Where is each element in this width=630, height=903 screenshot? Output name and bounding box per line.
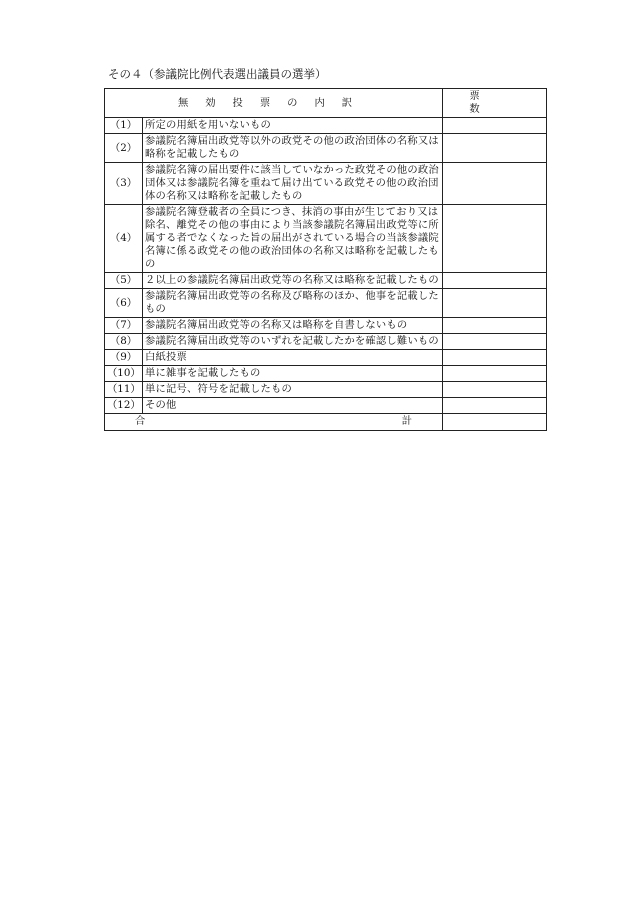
total-label — [105, 414, 443, 431]
table-row — [105, 163, 547, 205]
row-description: 参議院名簿届出政党等の名称及び略称のほか、他事を記載したもの — [143, 289, 443, 318]
row-description: 白紙投票 — [143, 350, 443, 366]
row-number: （4） — [105, 205, 143, 273]
row-count-cell — [443, 273, 547, 289]
total-row — [105, 414, 547, 431]
row-number: （8） — [105, 334, 143, 350]
row-count-cell — [443, 205, 547, 273]
row-description: その他 — [143, 398, 443, 414]
total-label-right: 計 — [401, 415, 413, 427]
table-row — [105, 289, 547, 318]
row-description: 単に記号、符号を記載したもの — [143, 382, 443, 398]
table-row — [105, 350, 547, 366]
row-count-cell — [443, 318, 547, 334]
table-row — [105, 273, 547, 289]
row-description: 参議院名簿届出政党等以外の政党その他の政治団体の名称又は略称を記載したもの — [143, 134, 443, 163]
row-description: 所定の用紙を用いないもの — [143, 118, 443, 134]
row-number: （9） — [105, 350, 143, 366]
row-count-cell — [443, 366, 547, 382]
row-count-cell — [443, 398, 547, 414]
row-count-cell — [443, 163, 547, 205]
table-row — [105, 398, 547, 414]
row-description: 参議院名簿届出政党等のいずれを記載したかを確認し難いもの — [143, 334, 443, 350]
row-number: （2） — [105, 134, 143, 163]
invalid-votes-table — [104, 88, 547, 431]
row-description: 参議院名簿登載者の全員につき、抹消の事由が生じており又は除名、離党その他の事由により当該参議院名簿届出政党等に所属する者でなくなった旨の届出がされている場合の当該参議院名簿に係る政党その他の政治団体の名称又は略称を記載したもの — [143, 205, 443, 273]
row-number: （11） — [105, 382, 143, 398]
row-number: （10） — [105, 366, 143, 382]
row-count-cell — [443, 382, 547, 398]
table-row — [105, 366, 547, 382]
table-row — [105, 134, 547, 163]
row-count-cell — [443, 350, 547, 366]
row-count-cell — [443, 118, 547, 134]
row-number: （7） — [105, 318, 143, 334]
row-count-cell — [443, 289, 547, 318]
row-description: ２以上の参議院名簿届出政党等の名称又は略称を記載したもの — [143, 273, 443, 289]
table-row — [105, 118, 547, 134]
row-description: 単に雑事を記載したもの — [143, 366, 443, 382]
table-row — [105, 334, 547, 350]
table-row — [105, 318, 547, 334]
row-number: （12） — [105, 398, 143, 414]
header-breakdown: 無効投票の内訳 — [105, 89, 443, 118]
row-count-cell — [443, 334, 547, 350]
page-title: その４（参議院比例代表選出議員の選挙） — [108, 67, 327, 81]
row-number: （1） — [105, 118, 143, 134]
table-row — [105, 205, 547, 273]
row-description: 参議院名簿届出政党等の名称又は略称を自書しないもの — [143, 318, 443, 334]
row-number: （5） — [105, 273, 143, 289]
table-row — [105, 382, 547, 398]
total-label-left: 合 — [135, 415, 146, 427]
table-header-row — [105, 89, 547, 118]
header-count: 票数 — [443, 89, 547, 118]
row-number: （6） — [105, 289, 143, 318]
row-description: 参議院名簿の届出要件に該当していなかった政党その他の政治団体又は参議院名簿を重ねて届け出ている政党その他の政治団体の名称又は略称を記載したもの — [143, 163, 443, 205]
row-number: （3） — [105, 163, 143, 205]
row-count-cell — [443, 134, 547, 163]
total-count-cell — [443, 414, 547, 431]
